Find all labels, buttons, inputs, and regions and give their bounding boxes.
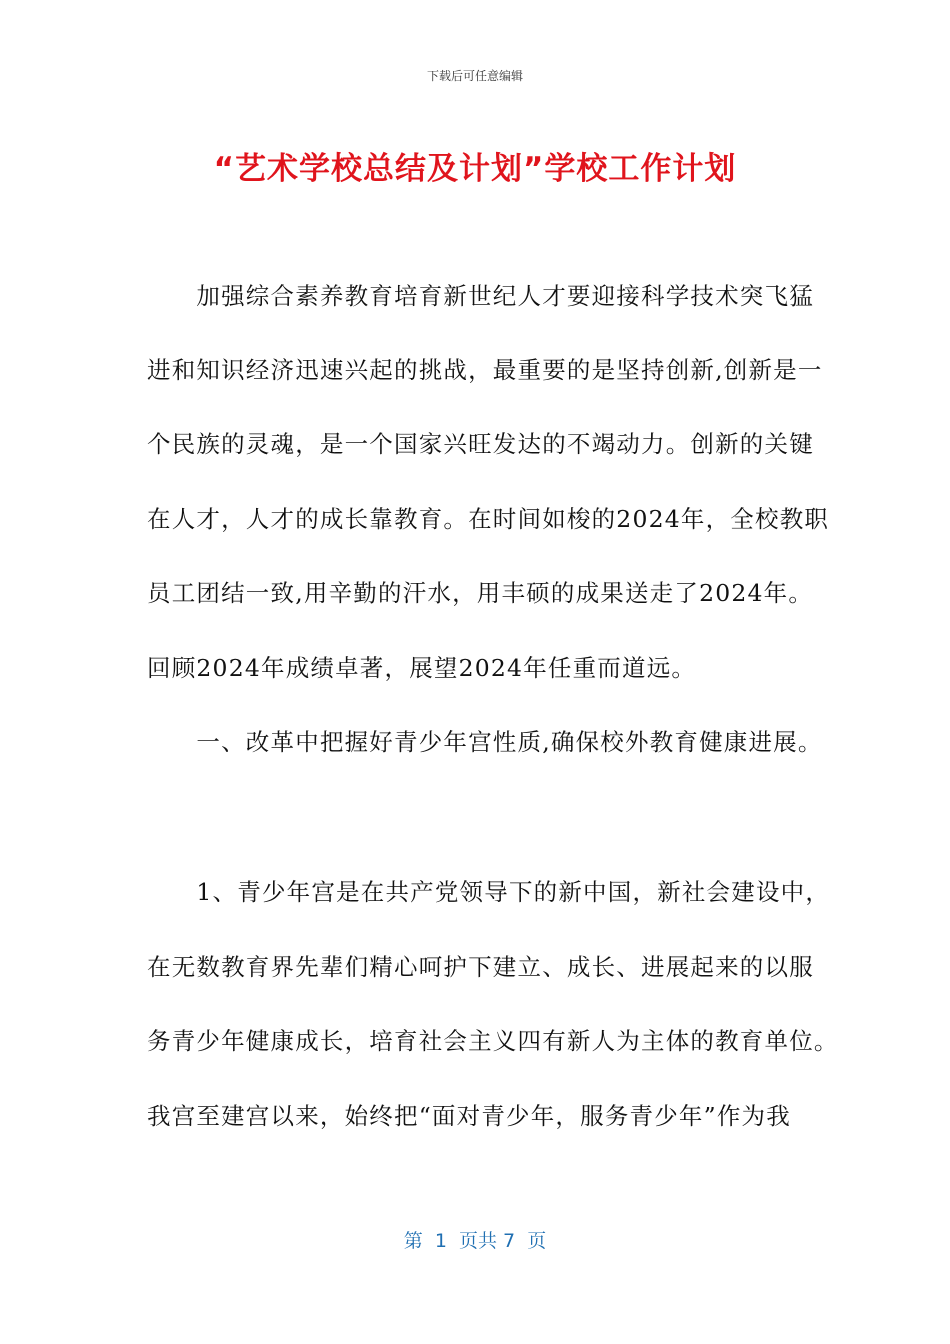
paragraph-line: 1、青少年宫是在共产党领导下的新中国，新社会建设中， [147,878,831,906]
paragraph-line: 进和知识经济迅速兴起的挑战，最重要的是坚持创新,创新是一 [147,356,823,384]
page-header-note: 下载后可任意编辑 [426,69,523,83]
paragraph-line: 加强综合素养教育培育新世纪人才要迎接科学技术突飞猛 [147,282,814,310]
paragraph-line: 员工团结一致,用辛勤的汗水，用丰硕的成果送走了2024年。 [147,579,814,607]
section-heading: 一、改革中把握好青少年宫性质,确保校外教育健康进展。 [147,728,823,756]
paragraph-line: 我宫至建宫以来，始终把“面对青少年，服务青少年”作为我 [147,1102,791,1130]
paragraph-line: 在无数教育界先辈们精心呵护下建立、成长、进展起来的以服 [147,953,814,981]
paragraph-line: 在人才，人才的成长靠教育。在时间如梭的2024年，全校教职 [147,505,830,533]
page-number-footer: 第 1 页共 7 页 [403,1230,547,1252]
document-title: “艺术学校总结及计划”学校工作计划 [213,151,737,187]
paragraph-line: 个民族的灵魂，是一个国家兴旺发达的不竭动力。创新的关键 [147,430,814,458]
paragraph-line: 回顾2024年成绩卓著，展望2024年任重而道远。 [147,654,697,682]
paragraph-line: 务青少年健康成长，培育社会主义四有新人为主体的教育单位。 [147,1027,839,1055]
